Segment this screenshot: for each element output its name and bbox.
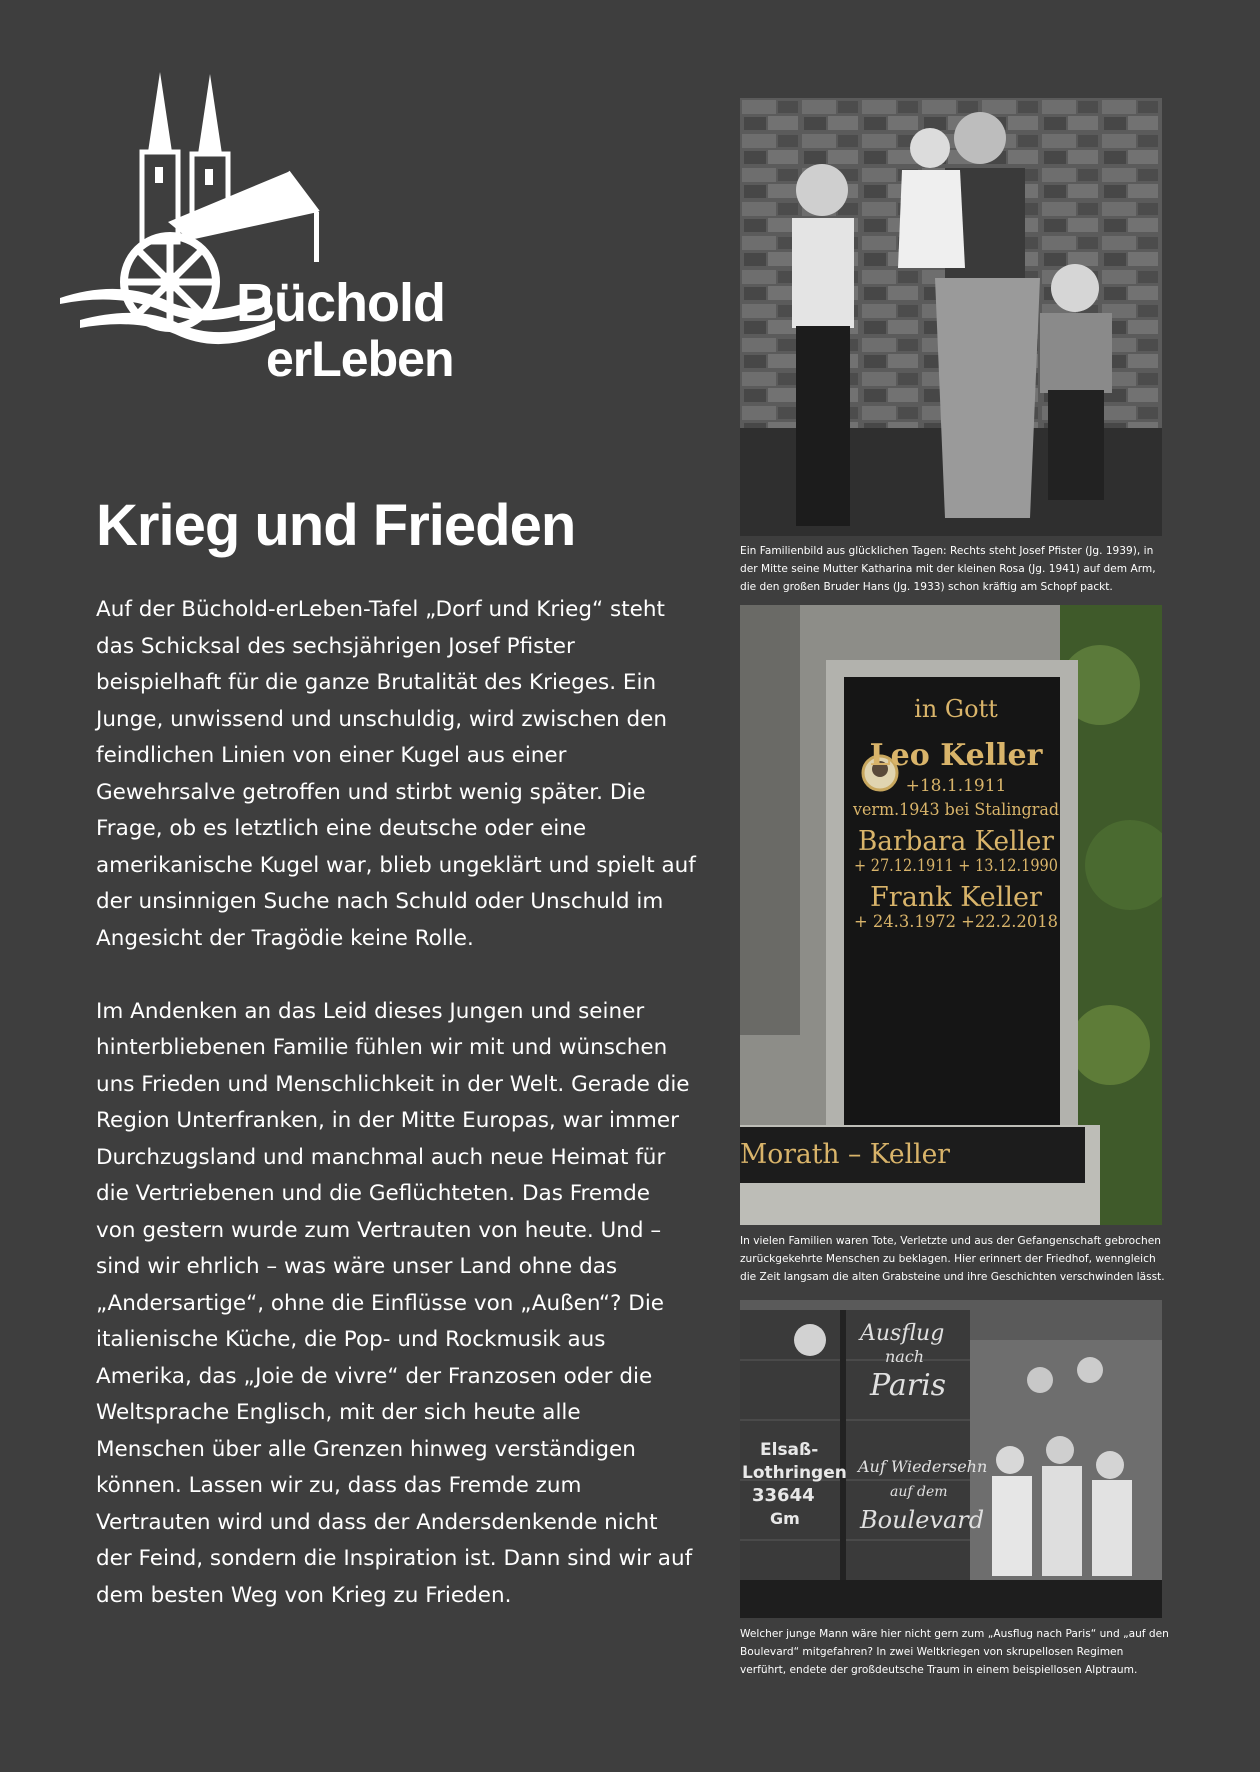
buechold-erleben-logo [60,72,454,392]
family-photo [740,98,1162,536]
grave-inscription-2: Leo Keller [869,738,1043,773]
grave-inscription-4: verm.1943 bei Stalingrad [852,800,1060,820]
gravestone-photo [740,605,1162,1225]
wagon-script-5: auf dem [890,1484,948,1500]
wagon-plate-3: 33644 [752,1485,815,1506]
grave-inscription-5: Barbara Keller [858,826,1055,857]
wagon-plate-2: Lothringen [742,1463,847,1483]
logo-word-buechold: Büchold [236,273,445,333]
wagon-script-3: Paris [870,1368,947,1403]
wagon-script-1: Ausflug [860,1321,945,1346]
article-body [96,592,696,1614]
paragraph-2: Im Andenken an das Leid dieses Jungen und seiner hinterbliebenen Familie fühlen wir mit und wünschen uns Frieden und Menschlichkeit in der Welt. Gerade die Region Unterfranken, in der Mitte Europas, war immer Durchzugsland und manchmal auch neue Heimat für die Vertriebenen und die Geflüchteten. Das Fremde von gestern wurde zum Vertrauten von heute. Und – sind wir ehrlich – was wäre unser Land ohne das „Andersartige“, ohne die Einflüsse von „Außen“? Die italienische Küche, die Pop- und Rockmusik aus Amerika, das „Joie de vivre“ der Franzosen oder die Weltsprache Englisch, mit der sich heute alle Menschen über alle Grenzen hinweg verständigen können. Lassen wir zu, dass das Fremde zum Vertrauten wird und dass der Andersdenkende nicht der Feind, sondern die Inspiration ist. Dann sind wir auf dem besten Weg von Krieg zu Frieden. [96,998,693,1608]
wagon-script-4: Auf Wiedersehn [858,1457,988,1476]
train-wagon-photo [740,1300,1162,1618]
wagon-plate-4: Gm [770,1509,800,1528]
paragraph-1: Auf der Büchold-erLeben-Tafel „Dorf und Krieg“ steht das Schicksal des sechsjährigen Josef Pfister beispielhaft für die ganze Brutalität des Krieges. Ein Junge, unwissend und unschuldig, wird zwischen den feindlichen Linien von einer Kugel aus einer Gewehrsalve getroffen und stirbt wenig später. Die Frage, ob es letztlich eine deutsche oder eine amerikanische Kugel war, blieb ungeklärt und spielt auf der unsinnigen Suche nach Schuld oder Unschuld im Angesicht der Tragödie keine Rolle. [96,597,696,951]
grave-inscription-8: + 24.3.1972 +22.2.2018 [854,912,1058,932]
train-wagon-photo-caption: Welcher junge Mann wäre hier nicht gern zum „Ausflug nach Paris“ und „auf den Boulevard“ mitgefahren? In zwei Weltkriegen von skrupellosen Regimen verführt, endete der großdeutsche Traum in einem beispiellosen Alptraum. [740,1628,1169,1676]
logo-word-erleben: erLeben [266,331,454,387]
grave-base-inscription: Morath – Keller [740,1139,951,1170]
wagon-script-2: nach [885,1347,925,1366]
grave-inscription-6: + 27.12.1911 + 13.12.1990 [854,856,1058,876]
grave-inscription-7: Frank Keller [870,882,1043,913]
grave-inscription-1: in Gott [914,695,998,723]
wagon-script-6: Boulevard [860,1506,985,1534]
family-photo-caption: Ein Familienbild aus glücklichen Tagen: Rechts steht Josef Pfister (Jg. 1939), in der Mitte seine Mutter Katharina mit der kleinen Rosa (Jg. 1941) auf dem Arm, die den großen Bruder Hans (Jg. 1933) schon kräftig am Schopf packt. [740,545,1156,593]
gravestone-photo-caption: In vielen Familien waren Tote, Verletzte und aus der Gefangenschaft gebrochen zurückgekehrte Menschen zu beklagen. Hier erinnert der Friedhof, wenngleich die Zeit langsam die alten Grabsteine und ihre Geschichten verschwinden lässt. [740,1235,1165,1283]
page-title: Krieg und Frieden [96,493,576,558]
grave-inscription-3: +18.1.1911 [905,776,1007,796]
wagon-plate-1: Elsaß- [760,1440,819,1460]
